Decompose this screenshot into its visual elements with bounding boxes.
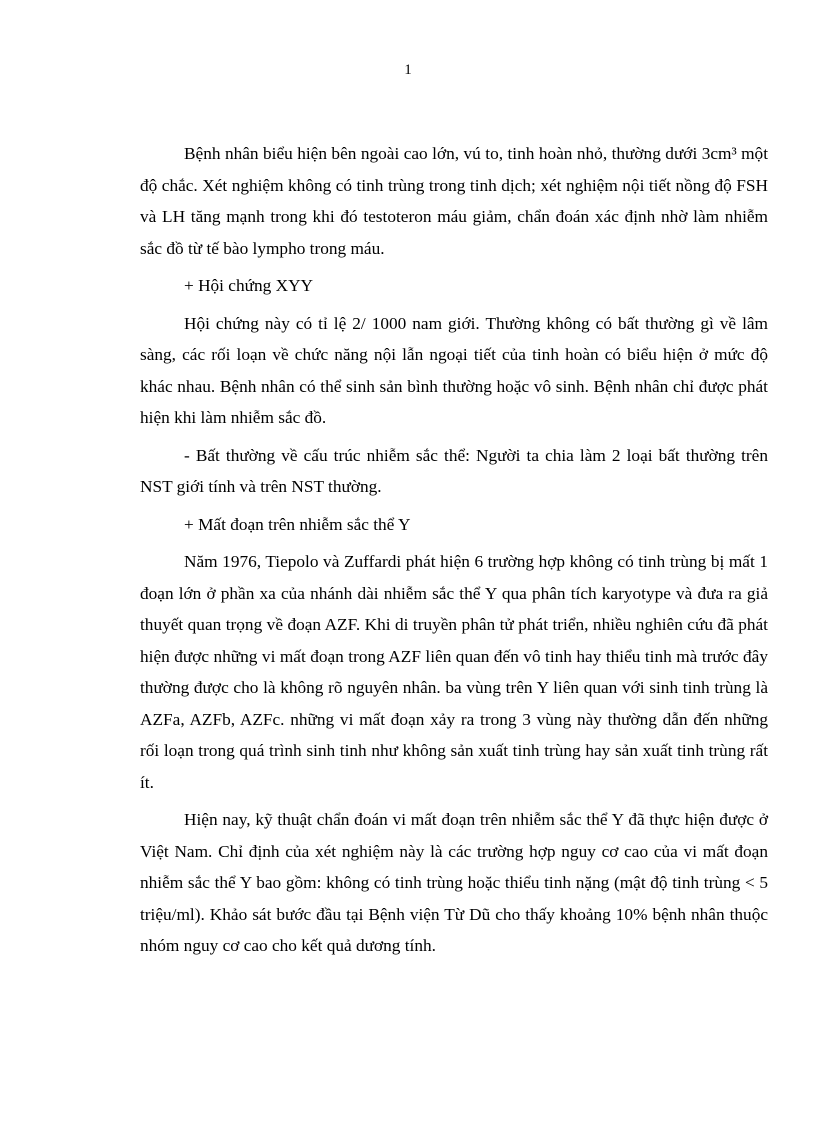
page-number: 1: [404, 62, 412, 78]
paragraph: Bệnh nhân biểu hiện bên ngoài cao lớn, vú to, tinh hoàn nhỏ, thường dưới 3cm³ một độ chắc. Xét nghiệm không có tinh trùng trong tinh dịch; xét nghiệm nội tiết nồng độ FSH và LH tăng mạnh trong khi đó testoteron máu giảm, chẩn đoán xác định nhờ làm nhiễm sắc đồ từ tế bào lympho trong máu.: [140, 144, 768, 258]
paragraph: Năm 1976, Tiepolo và Zuffardi phát hiện 6 trường hợp không có tinh trùng bị mất 1 đoạn lớn ở phần xa của nhánh dài nhiễm sắc thể Y qua phân tích karyotype và đưa ra giả thuyết quan trọng về đoạn AZF. Khi di truyền phân tử phát triển, nhiều nghiên cứu đã phát hiện được những vi mất đoạn trong AZF liên quan đến vô tinh hay thiểu tinh mà trước đây thường được cho là không rõ nguyên nhân. ba vùng trên Y liên quan với sinh tinh trùng là AZFa, AZFb, AZFc. những vi mất đoạn xảy ra trong 3 vùng này thường dẫn đến những rối loạn trong quá trình sinh tinh như không sản xuất tinh trùng hay sản xuất tinh trùng rất ít.: [140, 552, 768, 792]
paragraph: Hội chứng này có tỉ lệ 2/ 1000 nam giới. Thường không có bất thường gì về lâm sàng, các rối loạn về chức năng nội lẫn ngoại tiết của tinh hoàn có biểu hiện ở mức độ khác nhau. Bệnh nhân có thể sinh sản bình thường hoặc vô sinh. Bệnh nhân chỉ được phát hiện khi làm nhiễm sắc đồ.: [140, 313, 768, 427]
paragraph: - Bất thường về cấu trúc nhiễm sắc thể: Người ta chia làm 2 loại bất thường trên NST giới tính và trên NST thường.: [140, 445, 768, 496]
paragraph: Hiện nay, kỹ thuật chẩn đoán vi mất đoạn trên nhiễm sắc thể Y đã thực hiện được ở Việt Nam. Chỉ định của xét nghiệm này là các trường hợp nguy cơ cao của vi mất đoạn nhiễm sắc thể Y bao gồm: không có tinh trùng hoặc thiểu tinh nặng (mật độ tinh trùng < 5 triệu/ml). Khảo sát bước đầu tại Bệnh viện Từ Dũ cho thấy khoảng 10% bệnh nhân thuộc nhóm nguy cơ cao cho kết quả dương tính.: [140, 810, 768, 955]
paragraph: + Mất đoạn trên nhiễm sắc thể Y: [184, 514, 411, 534]
body-text: [140, 138, 768, 968]
paragraph: + Hội chứng XYY: [184, 276, 314, 295]
